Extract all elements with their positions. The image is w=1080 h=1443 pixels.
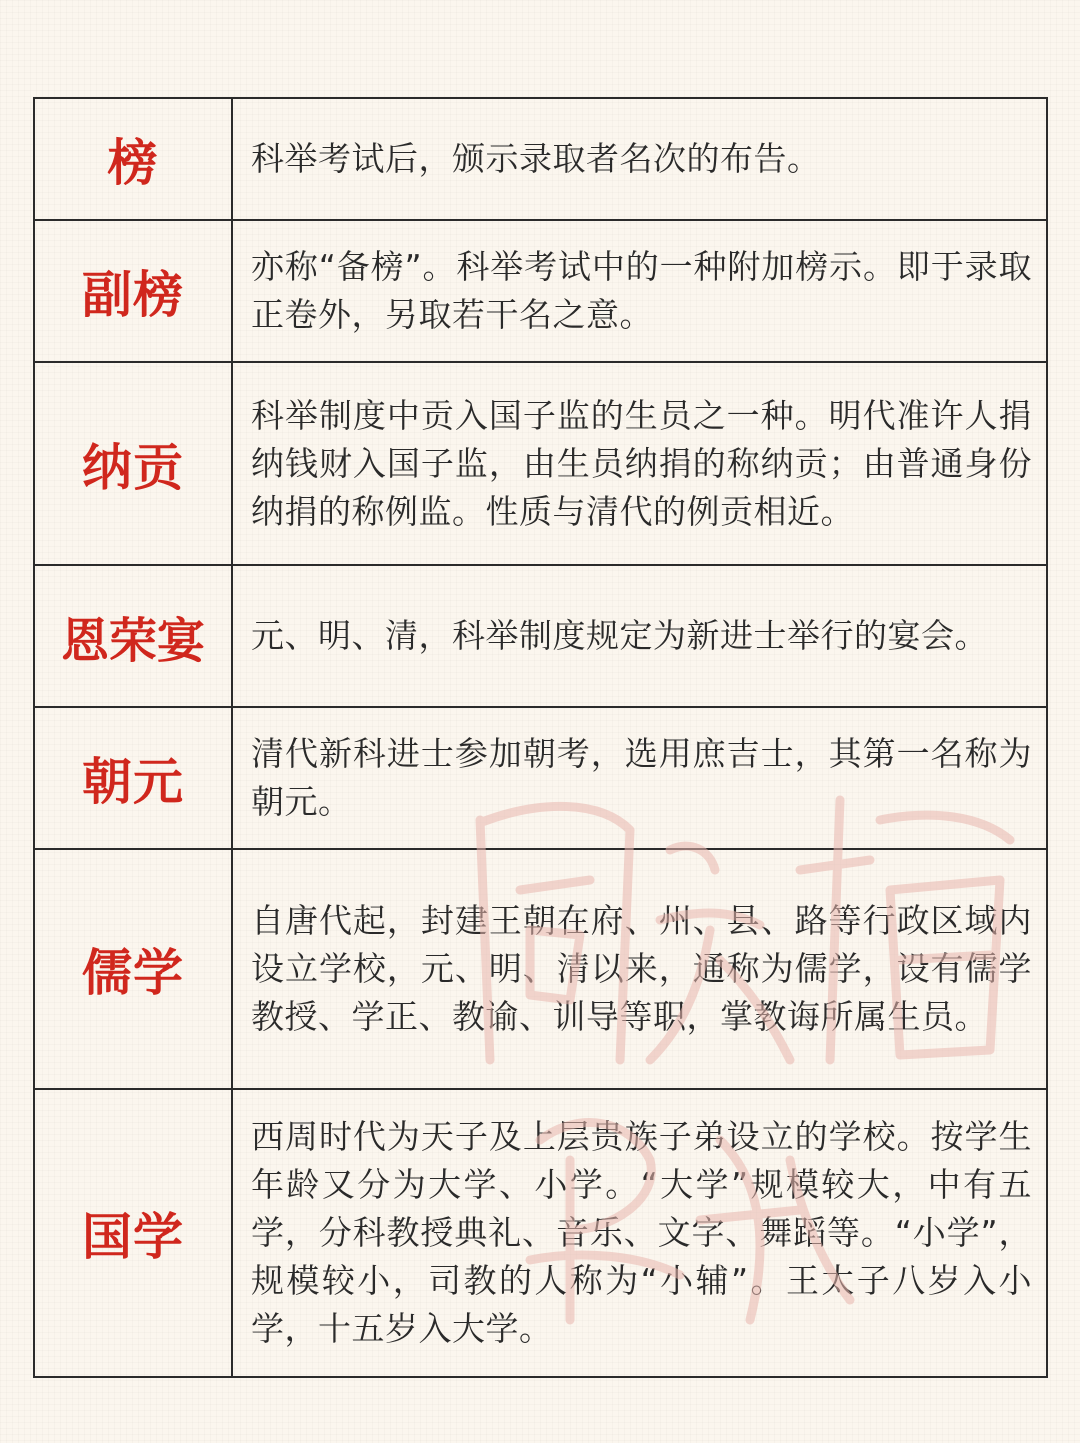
term-cell: 纳贡 <box>34 362 232 565</box>
definition-cell: 科举考试后，颁示录取者名次的布告。 <box>232 98 1047 220</box>
term-cell: 副榜 <box>34 220 232 362</box>
glossary-table <box>33 97 1048 1378</box>
term-cell: 儒学 <box>34 849 232 1089</box>
glossary-row <box>34 565 1047 707</box>
glossary-row <box>34 707 1047 849</box>
glossary-row <box>34 849 1047 1089</box>
definition-cell: 自唐代起，封建王朝在府、州、县、路等行政区域内设立学校，元、明、清以来，通称为儒学，设有儒学教授、学正、教谕、训导等职，掌教诲所属生员。 <box>232 849 1047 1089</box>
glossary-row <box>34 98 1047 220</box>
glossary-row <box>34 220 1047 362</box>
definition-cell: 科举制度中贡入国子监的生员之一种。明代准许人捐纳钱财入国子监，由生员纳捐的称纳贡；由普通身份纳捐的称例监。性质与清代的例贡相近。 <box>232 362 1047 565</box>
term-cell: 恩荣宴 <box>34 565 232 707</box>
definition-cell: 亦称“备榜”。科举考试中的一种附加榜示。即于录取正卷外，另取若干名之意。 <box>232 220 1047 362</box>
definition-cell: 西周时代为天子及上层贵族子弟设立的学校。按学生年龄又分为大学、小学。“大学”规模较大，中有五学，分科教授典礼、音乐、文字、舞蹈等。“小学”，规模较小，司教的人称为“小辅”。王太子八岁入小学，十五岁入大学。 <box>232 1089 1047 1377</box>
definition-cell: 清代新科进士参加朝考，选用庶吉士，其第一名称为朝元。 <box>232 707 1047 849</box>
term-cell: 国学 <box>34 1089 232 1377</box>
definition-cell: 元、明、清，科举制度规定为新进士举行的宴会。 <box>232 565 1047 707</box>
term-cell: 朝元 <box>34 707 232 849</box>
glossary-row <box>34 1089 1047 1377</box>
term-cell: 榜 <box>34 98 232 220</box>
glossary-row <box>34 362 1047 565</box>
